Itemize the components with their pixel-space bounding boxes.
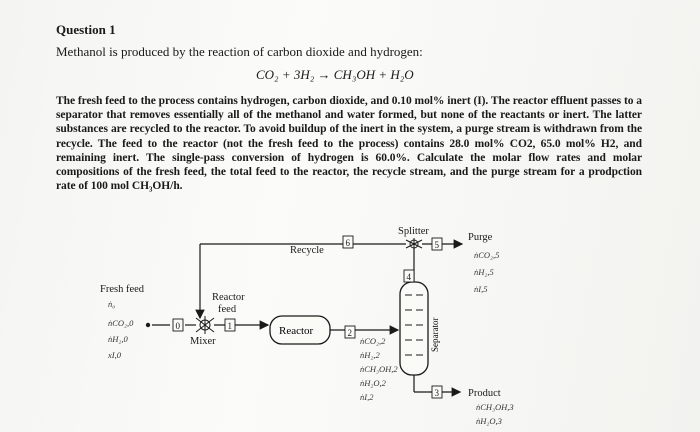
- product-label: Product: [468, 388, 501, 399]
- stream-num-0: 0: [175, 321, 180, 331]
- fresh-feed-var-2: ṅH₂,0: [108, 334, 128, 344]
- splitter-icon: [406, 238, 422, 250]
- stream-num-3: 3: [434, 388, 439, 398]
- reaction-equation: CO₂ + 3H₂ → CH₃OH + H₂O: [256, 67, 414, 82]
- stream2-var-2: ṅCH₃OH,2: [360, 364, 398, 374]
- mixer-label: Mixer: [190, 336, 216, 347]
- problem-text: The fresh feed to the process contains hydrogen, carbon dioxide, and 0.10 mol% inert (I). The reactor effluent passes to a separator that removes essentially all of the methanol and water formed, but none of the reactants or inert. The latter substances are recycled to the reactor. To avoid buildup of the inert in the system, a purge stream is withdrawn from the recycle. The feed to the reactor (not the fresh feed to the process) contains 28.0 mol% CO2, 65.0 mol% H2, and remaining inert. The single-pass conversion of hydrogen is 60.0%. Calculate the molar flow rates and molar compositions of the fresh feed, the total feed to the reactor, the recycle stream, and the purge stream for a prodpction rate of 100 mol CH₃OH/h.: [56, 95, 642, 193]
- stream2-var-4: ṅI,2: [360, 392, 374, 402]
- stream-num-2: 2: [347, 328, 352, 338]
- stream2-var-1: ṅH₂,2: [360, 350, 380, 360]
- purge-label: Purge: [468, 232, 493, 243]
- purge-var-1: ṅH₂,5: [474, 267, 494, 277]
- product-var-1: ṅH₂O,3: [476, 416, 502, 426]
- reactor-label: Reactor: [279, 325, 314, 337]
- stream-num-6: 6: [345, 238, 350, 248]
- fresh-feed-dot: [146, 323, 150, 327]
- mixer-icon: [196, 316, 214, 334]
- recycle-label: Recycle: [290, 245, 324, 256]
- separator-vessel: [400, 282, 428, 375]
- separator-label: Separator: [430, 317, 440, 352]
- stream-num-1: 1: [227, 321, 232, 331]
- product-var-0: ṅCH₃OH,3: [476, 402, 514, 412]
- purge-var-2: ṅI,5: [474, 284, 488, 294]
- reactor-feed-label-2: feed: [218, 304, 237, 315]
- stream2-var-3: ṅH₂O,2: [360, 378, 386, 388]
- stream-num-5: 5: [434, 240, 439, 250]
- stream-num-4: 4: [406, 272, 411, 282]
- fresh-feed-label: Fresh feed: [100, 284, 145, 295]
- fresh-feed-var-0: ṅ₀: [108, 299, 116, 309]
- question-intro: Methanol is produced by the reaction of carbon dioxide and hydrogen:: [56, 44, 423, 59]
- purge-var-0: ṅCO₂,5: [474, 250, 500, 260]
- stream2-var-0: ṅCO₂,2: [360, 336, 386, 346]
- question-title: Question 1: [56, 22, 116, 37]
- reactor-feed-label: Reactor: [212, 292, 245, 303]
- splitter-label: Splitter: [398, 226, 429, 237]
- fresh-feed-var-1: ṅCO₂,0: [108, 318, 134, 328]
- fresh-feed-var-3: xI,0: [108, 350, 121, 360]
